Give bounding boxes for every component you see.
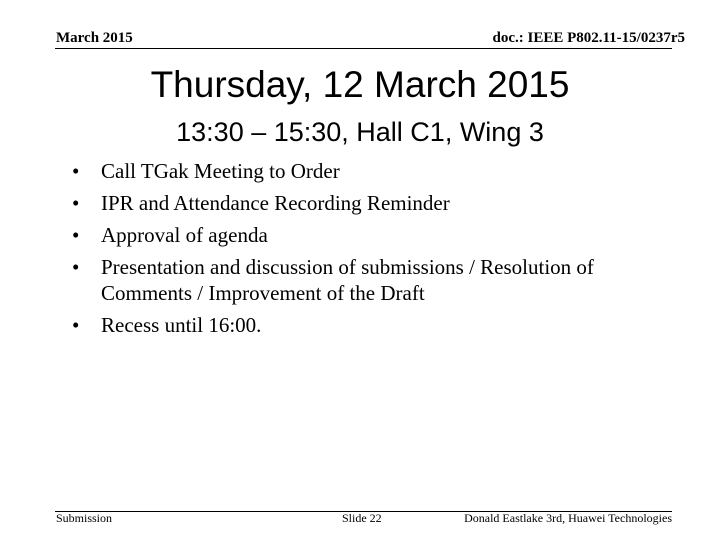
list-item-text: Call TGak Meeting to Order <box>101 159 340 183</box>
footer-slide-number: Slide 22 <box>342 511 382 525</box>
list-item-text: Approval of agenda <box>101 223 268 247</box>
list-item-text: IPR and Attendance Recording Reminder <box>101 191 450 215</box>
list-item <box>72 254 672 306</box>
header-doc-id: doc.: IEEE P802.11-15/0237r5 <box>492 30 685 46</box>
agenda-list <box>72 158 672 344</box>
list-item <box>72 222 672 248</box>
slide-subtitle: 13:30 – 15:30, Hall C1, Wing 3 <box>176 117 544 147</box>
bullet-icon: • <box>72 223 80 247</box>
header-divider <box>55 48 672 49</box>
bullet-icon: • <box>72 255 80 279</box>
list-item <box>72 190 672 216</box>
header-date: March 2015 <box>56 30 133 46</box>
slide-title: Thursday, 12 March 2015 <box>150 64 570 105</box>
list-item-text: Recess until 16:00. <box>101 313 262 337</box>
bullet-icon: • <box>72 159 80 183</box>
footer-author: Donald Eastlake 3rd, Huawei Technologies <box>464 511 672 525</box>
list-item <box>72 312 672 338</box>
list-item <box>72 158 672 184</box>
bullet-icon: • <box>72 313 80 337</box>
bullet-icon: • <box>72 191 80 215</box>
footer-submission: Submission <box>56 511 113 525</box>
list-item-text: Presentation and discussion of submissions / Resolution of Comments / Improvement of the Draft <box>101 255 594 305</box>
